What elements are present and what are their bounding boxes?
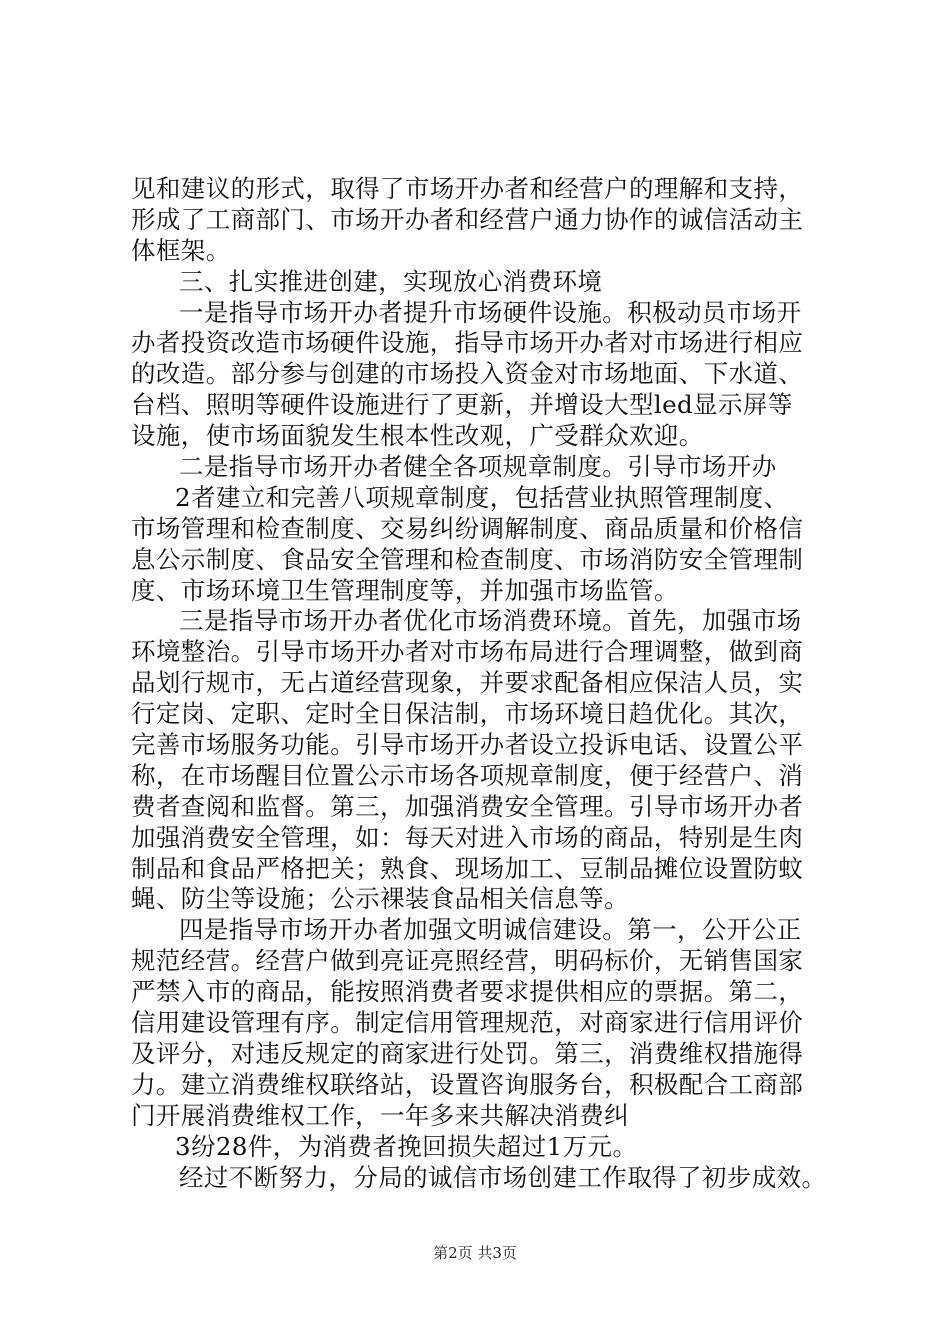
text-line: 体框架。 <box>131 235 231 265</box>
text-line: 规范经营。经营户做到亮证亮照经营，明码标价，无销售国家 <box>131 946 804 976</box>
text-line: 三是指导市场开办者优化市场消费环境。首先，加强市场 <box>179 606 802 636</box>
section-heading: 三、扎实推进创建，实现放心消费环境 <box>179 266 603 296</box>
text-line: 形成了工商部门、市场开办者和经营户通力协作的诚信活动主 <box>131 204 804 234</box>
text-line: 严禁入市的商品，能按照消费者要求提供相应的票据。第二， <box>131 977 804 1007</box>
text-line: 四是指导市场开办者加强文明诚信建设。第一，公开公正 <box>179 915 802 945</box>
text-line: 信用建设管理有序。制定信用管理规范，对商家进行信用评价 <box>131 1008 804 1038</box>
text-line: 力。建立消费维权联络站，设置咨询服务台，积极配合工商部 <box>131 1069 804 1099</box>
text-line: 市场管理和检查制度、交易纠纷调解制度、商品质量和价格信 <box>131 513 804 543</box>
text-line: 环境整治。引导市场开办者对市场布局进行合理调整，做到商 <box>131 637 804 667</box>
text-line: 门开展消费维权工作，一年多来共解决消费纠 <box>131 1100 629 1130</box>
text-line: 蝇、防尘等设施；公示裸装食品相关信息等。 <box>131 884 629 914</box>
text-line: 行定岗、定职、定时全日保洁制，市场环境日趋优化。其次， <box>131 699 804 729</box>
text-line: 台档、照明等硬件设施进行了更新，并增设大型led显示屏等 <box>131 390 793 420</box>
text-line: 完善市场服务功能。引导市场开办者设立投诉电话、设置公平 <box>131 730 804 760</box>
text-line: 息公示制度、食品安全管理和检查制度、市场消防安全管理制 <box>131 544 804 574</box>
text-line: 度、市场环境卫生管理制度等，并加强市场监管。 <box>131 575 679 605</box>
text-line: 制品和食品严格把关；熟食、现场加工、豆制品摊位设置防蚊 <box>131 853 804 883</box>
text-line: 的改造。部分参与创建的市场投入资金对市场地面、下水道、 <box>131 359 804 389</box>
text-line: 及评分，对违反规定的商家进行处罚。第三，消费维权措施得 <box>131 1038 804 1068</box>
text-line: 品划行规市，无占道经营现象，并要求配备相应保洁人员，实 <box>131 668 804 698</box>
text-line: 费者查阅和监督。第三，加强消费安全管理。引导市场开办者 <box>131 791 804 821</box>
text-line: 一是指导市场开办者提升市场硬件设施。积极动员市场开 <box>179 297 802 327</box>
text-line: 经过不断努力，分局的诚信市场创建工作取得了初步成效。 <box>179 1162 827 1192</box>
text-line: 设施，使市场面貌发生根本性改观，广受群众欢迎。 <box>131 421 704 451</box>
text-line: 加强消费安全管理，如：每天对进入市场的商品，特别是生肉 <box>131 822 804 852</box>
page-number-footer: 第2页 共3页 <box>433 1244 517 1262</box>
text-line: 见和建议的形式，取得了市场开办者和经营户的理解和支持， <box>131 174 804 203</box>
text-line: 2者建立和完善八项规章制度，包括营业执照管理制度、 <box>175 482 789 512</box>
text-line: 称，在市场醒目位置公示市场各项规章制度，便于经营户、消 <box>131 760 804 790</box>
text-line: 办者投资改造市场硬件设施，指导市场开办者对市场进行相应 <box>131 328 804 358</box>
text-line: 二是指导市场开办者健全各项规章制度。引导市场开办 <box>179 452 777 482</box>
body-text <box>131 174 851 1193</box>
text-line: 3纷28件，为消费者挽回损失超过1万元。 <box>175 1131 638 1161</box>
